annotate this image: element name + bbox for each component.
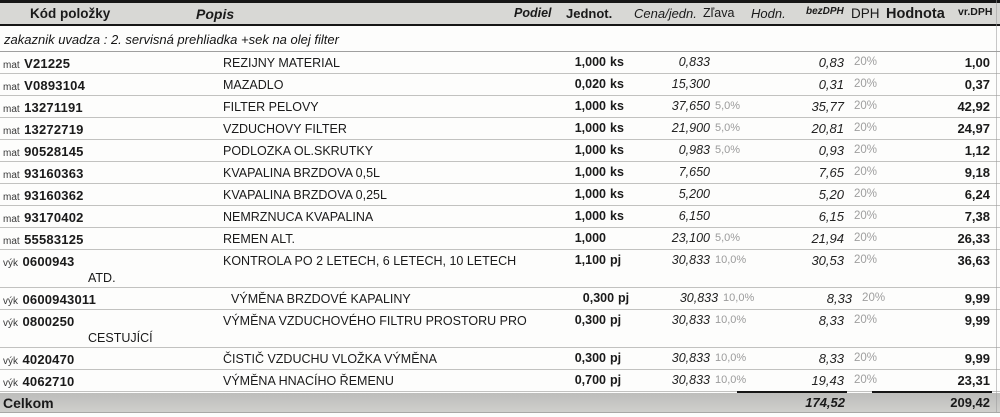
col-net-value-sub: bezDPH	[806, 6, 844, 17]
item-net-value: 7,65	[818, 165, 844, 180]
item-gross-value: 1,00	[964, 55, 990, 70]
item-unit: ks	[610, 121, 624, 135]
item-gross-value: 7,38	[964, 209, 990, 224]
item-row	[0, 162, 1000, 184]
table-header	[0, 0, 1000, 26]
item-description-line: MAZADLO	[223, 78, 284, 92]
item-row	[0, 310, 1000, 348]
item-row	[0, 118, 1000, 140]
item-type-prefix: mat	[3, 148, 20, 159]
item-type-prefix: výk	[3, 318, 18, 329]
item-code: 93160362	[24, 188, 84, 203]
item-description-cell	[88, 313, 563, 347]
item-discount: 5,0%	[715, 232, 741, 244]
item-row	[0, 184, 1000, 206]
item-discount: 5,0%	[715, 144, 741, 156]
item-net-value: 6,15	[818, 209, 844, 224]
item-row	[0, 140, 1000, 162]
item-unit: ks	[610, 209, 624, 223]
item-gross-value: 9,18	[964, 165, 990, 180]
item-quantity: 1,000	[574, 121, 606, 135]
col-discount: Zľava	[703, 6, 735, 20]
item-unit-price: 21,900	[671, 121, 710, 135]
item-type-prefix: výk	[3, 356, 18, 367]
item-code-cell	[0, 121, 88, 139]
item-code: 0600943	[22, 254, 75, 269]
item-vat-rate: 20%	[854, 232, 878, 244]
item-quantity: 1,000	[574, 231, 606, 245]
item-unit-price: 30,833	[671, 313, 710, 327]
item-description-line: KONTROLA PO 2 LETECH, 6 LETECH, 10 LETECH	[223, 254, 517, 268]
item-row	[0, 52, 1000, 74]
sum-line-net	[737, 391, 847, 393]
item-type-prefix: mat	[3, 236, 20, 247]
item-unit: ks	[610, 187, 624, 201]
item-code: 4020470	[22, 352, 75, 367]
item-unit: pj	[610, 373, 622, 387]
item-unit: ks	[610, 99, 624, 113]
item-code-cell	[0, 143, 88, 161]
item-discount	[710, 165, 757, 166]
item-description-line: KVAPALINA BRZDOVA 0,25L	[223, 188, 387, 202]
item-unit-price: 6,150	[678, 209, 710, 223]
item-type-prefix: mat	[3, 60, 20, 71]
item-description-line: ČISTIČ VZDUCHU VLOŽKA VÝMĚNA	[223, 352, 437, 366]
item-description-cell	[96, 291, 571, 308]
item-code: V0893104	[24, 78, 86, 93]
item-net-value: 8,33	[826, 291, 853, 306]
item-type-prefix: výk	[3, 258, 18, 269]
item-gross-value: 9,99	[964, 351, 990, 366]
item-gross-value: 1,12	[964, 143, 990, 158]
item-vat-rate: 20%	[862, 292, 886, 304]
item-discount: 10,0%	[723, 292, 755, 304]
item-vat-rate: 20%	[854, 78, 878, 90]
item-description-line: PODLOZKA OL.SKRUTKY	[223, 144, 374, 158]
item-vat-rate: 20%	[854, 374, 878, 386]
item-code-cell	[0, 165, 88, 183]
col-net-value: Hodn.	[751, 6, 786, 21]
item-description-cell	[88, 99, 563, 116]
item-vat-rate: 20%	[854, 122, 878, 134]
item-net-value: 5,20	[818, 187, 844, 202]
item-description-line: VZDUCHOVY FILTER	[223, 122, 347, 136]
item-description-cell	[88, 55, 563, 72]
item-gross-value: 9,99	[964, 291, 990, 306]
item-vat-rate: 20%	[854, 254, 878, 266]
item-gross-value: 42,92	[957, 99, 990, 114]
col-description: Popis	[196, 6, 235, 22]
item-vat-rate: 20%	[854, 210, 878, 222]
item-quantity: 1,000	[574, 165, 606, 179]
item-code: 0600943011	[22, 292, 97, 307]
item-code: 13271191	[24, 100, 83, 115]
item-code-cell	[0, 231, 88, 249]
item-unit-price: 30,833	[671, 373, 710, 387]
item-description-line: REZIJNY MATERIAL	[223, 56, 340, 70]
item-row	[0, 250, 1000, 288]
item-vat-rate: 20%	[854, 100, 878, 112]
item-quantity: 1,100	[574, 253, 606, 267]
item-description-cell	[88, 143, 563, 160]
item-unit-price: 7,650	[678, 165, 710, 179]
item-row	[0, 288, 1000, 310]
item-code: V21225	[24, 56, 71, 71]
item-description-line: VÝMĚNA BRZDOVÉ KAPALINY	[231, 292, 411, 306]
item-discount: 10,0%	[715, 254, 747, 266]
col-share: Podiel	[514, 6, 552, 20]
item-net-value: 19,43	[811, 373, 844, 388]
item-unit-price: 5,200	[678, 187, 710, 201]
item-vat-rate: 20%	[854, 314, 878, 326]
item-net-value: 20,81	[811, 121, 844, 136]
item-gross-value: 9,99	[964, 313, 990, 328]
item-quantity: 1,000	[574, 187, 606, 201]
item-code-cell	[0, 209, 88, 227]
item-quantity: 0,300	[574, 313, 606, 327]
item-code-cell	[0, 77, 88, 95]
item-row	[0, 370, 1000, 392]
item-net-value: 0,31	[818, 77, 844, 92]
item-quantity: 0,020	[574, 77, 606, 91]
item-description-line: VÝMĚNA VZDUCHOVÉHO FILTRU PROSTORU PRO	[223, 314, 527, 328]
item-discount: 10,0%	[715, 374, 747, 386]
item-description-cell	[88, 187, 563, 204]
item-code: 90528145	[24, 144, 84, 159]
item-quantity: 1,000	[574, 55, 606, 69]
total-net-value: 174,52	[805, 395, 845, 410]
col-unit-price: Cena/jedn.	[634, 6, 697, 21]
item-gross-value: 23,31	[957, 373, 990, 388]
item-rows	[0, 52, 1000, 392]
item-discount: 5,0%	[715, 100, 741, 112]
item-net-value: 8,33	[818, 351, 844, 366]
item-gross-value: 24,97	[957, 121, 990, 136]
item-unit-price: 0,833	[678, 55, 710, 69]
item-description-cell	[88, 351, 563, 368]
item-unit: pj	[610, 351, 622, 365]
item-code: 0800250	[22, 314, 75, 329]
col-unit: Jednot.	[566, 6, 613, 21]
item-net-value: 0,83	[818, 55, 844, 70]
item-type-prefix: výk	[3, 378, 18, 389]
item-description-cell	[88, 165, 563, 182]
col-gross-value-sub: vr.DPH	[958, 6, 993, 18]
col-gross-value: Hodnota	[886, 6, 945, 22]
item-unit: ks	[610, 143, 624, 157]
item-gross-value: 36,63	[957, 253, 990, 268]
item-unit: pj	[610, 253, 622, 267]
item-code-cell	[0, 99, 88, 117]
item-code: 93170402	[24, 210, 84, 225]
item-unit: ks	[610, 165, 624, 179]
item-description-cell	[88, 209, 563, 226]
item-code: 4062710	[22, 374, 75, 389]
item-discount: 5,0%	[715, 122, 741, 134]
item-quantity: 0,300	[574, 351, 606, 365]
item-net-value: 8,33	[818, 313, 844, 328]
item-row	[0, 348, 1000, 370]
item-description-cell	[88, 231, 563, 248]
item-discount: 10,0%	[715, 314, 747, 326]
item-row	[0, 206, 1000, 228]
item-type-prefix: mat	[3, 170, 20, 181]
item-net-value: 0,93	[818, 143, 844, 158]
col-vat: DPH	[851, 6, 880, 21]
item-vat-rate: 20%	[854, 352, 878, 364]
item-code-cell	[0, 291, 96, 309]
item-discount: 10,0%	[715, 352, 747, 364]
item-description-line: KVAPALINA BRZDOVA 0,5L	[223, 166, 381, 180]
item-type-prefix: mat	[3, 104, 20, 115]
item-code-cell	[0, 253, 88, 271]
item-unit-price: 15,300	[671, 77, 710, 91]
item-code-cell	[0, 351, 88, 369]
item-quantity: 1,000	[574, 99, 606, 113]
item-code: 13272719	[24, 122, 84, 137]
item-gross-value: 0,37	[964, 77, 990, 92]
item-unit-price: 30,833	[679, 291, 719, 305]
sum-line-gross	[872, 391, 992, 393]
item-type-prefix: mat	[3, 214, 20, 225]
customer-note: zakaznik uvadza : 2. servisná prehliadka +sek na olej filter	[0, 26, 1000, 52]
item-net-value: 30,53	[811, 253, 844, 268]
item-type-prefix: výk	[3, 296, 18, 307]
item-description-cell	[88, 121, 563, 138]
total-label: Celkom	[3, 395, 54, 411]
item-unit: pj	[618, 291, 630, 305]
item-discount	[710, 209, 757, 210]
item-description-cell	[88, 253, 563, 287]
item-unit-price: 30,833	[671, 253, 710, 267]
item-code-cell	[0, 55, 88, 73]
item-unit: ks	[610, 77, 624, 91]
total-row	[0, 393, 1000, 413]
item-type-prefix: mat	[3, 82, 20, 93]
item-code: 93160363	[24, 166, 84, 181]
item-discount	[710, 55, 757, 56]
item-quantity: 1,000	[574, 209, 606, 223]
item-net-value: 21,94	[811, 231, 844, 246]
item-row	[0, 96, 1000, 118]
item-quantity: 1,000	[574, 143, 606, 157]
item-row	[0, 74, 1000, 96]
item-row	[0, 228, 1000, 250]
item-unit: ks	[610, 55, 624, 69]
item-discount	[710, 77, 757, 78]
item-description-cell	[88, 373, 563, 390]
item-vat-rate: 20%	[854, 144, 878, 156]
item-code-cell	[0, 187, 88, 205]
page-edge-line	[996, 0, 997, 412]
item-unit-price: 0,983	[678, 143, 710, 157]
total-gross-value: 209,42	[950, 395, 990, 410]
item-code: 55583125	[24, 232, 84, 247]
item-vat-rate: 20%	[854, 56, 878, 68]
item-gross-value: 6,24	[964, 187, 990, 202]
item-unit: pj	[610, 313, 622, 327]
item-description-line: REMEN ALT.	[223, 232, 296, 246]
item-vat-rate: 20%	[854, 188, 878, 200]
item-description-line: ATD.	[88, 271, 116, 285]
item-gross-value: 26,33	[957, 231, 990, 246]
col-item-code: Kód položky	[30, 6, 111, 21]
item-description-line: VÝMĚNA HNACÍHO ŘEMENU	[223, 374, 394, 388]
item-unit-price: 30,833	[671, 351, 710, 365]
item-description-line: NEMRZNUCA KVAPALINA	[223, 210, 374, 224]
item-unit-price: 37,650	[671, 99, 710, 113]
item-unit-price: 23,100	[671, 231, 710, 245]
item-discount	[710, 187, 757, 188]
item-type-prefix: mat	[3, 192, 20, 203]
item-description-line: FILTER PELOVY	[223, 100, 319, 114]
item-net-value: 35,77	[811, 99, 844, 114]
item-quantity: 0,700	[574, 373, 606, 387]
item-type-prefix: mat	[3, 126, 20, 137]
item-vat-rate: 20%	[854, 166, 878, 178]
item-description-cell	[88, 77, 563, 94]
item-description-line: CESTUJÍCÍ	[88, 331, 153, 345]
item-quantity: 0,300	[582, 291, 615, 305]
item-code-cell	[0, 313, 88, 331]
item-code-cell	[0, 373, 88, 391]
